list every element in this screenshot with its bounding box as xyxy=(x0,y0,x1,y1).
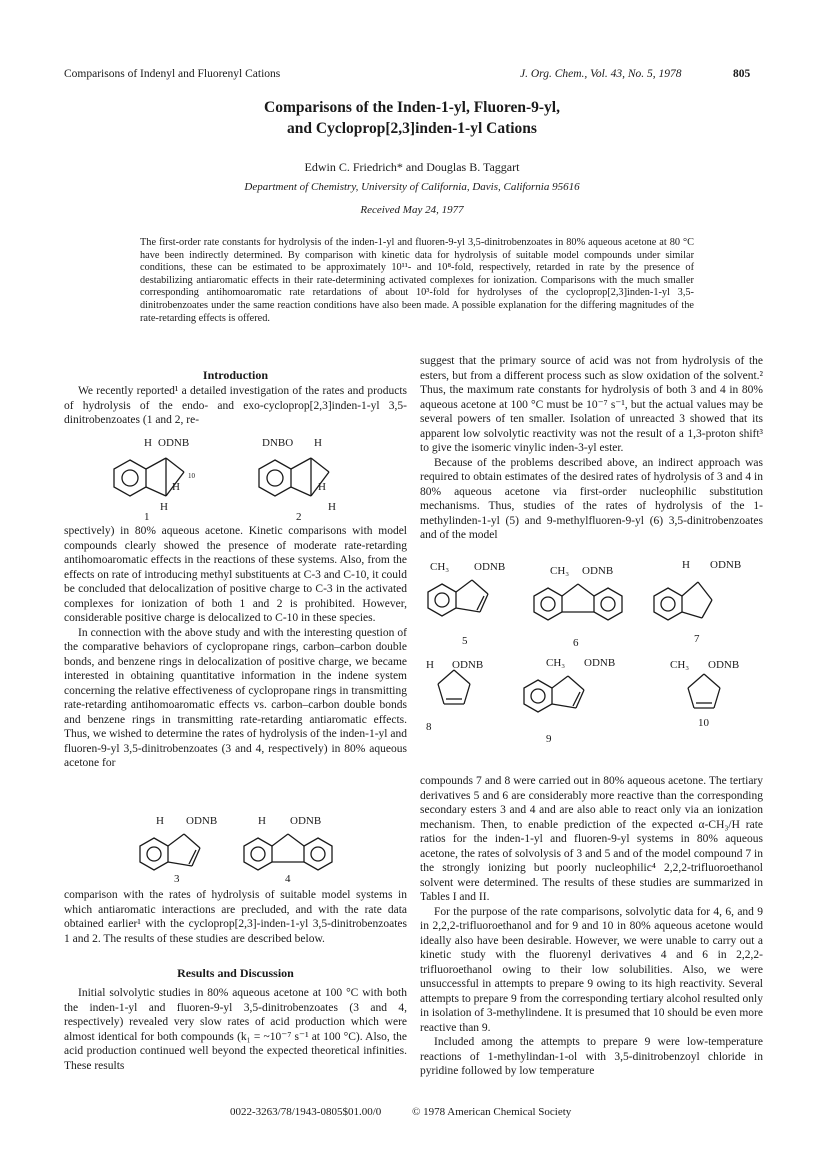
structure-9 xyxy=(524,657,615,745)
bond xyxy=(456,580,472,592)
paragraph: spectively) in 80% aqueous acetone. Kinetic comparisons with model compounds clearly showed the presence of moderate rate-retarding antihomoaromatic effects in the reactions of these systems. Also, from the effects on rate of introducing methyl substituents at C-3 and C-10, it could be concluded that delocalization of positive charge to C-3 in the activated complexes for ionization of both 1 and 2 is prohibited. However, considerable positive charge is delocalized to C-10 in these species. xyxy=(64,525,407,624)
authors: Edwin C. Friedrich* and Douglas B. Taggart xyxy=(304,160,520,174)
bond xyxy=(682,582,698,596)
structures-1-2 xyxy=(100,432,380,522)
left-column-text-3 xyxy=(64,888,407,946)
heading-introduction: Introduction xyxy=(202,368,269,382)
bond xyxy=(698,582,712,600)
odnb-label: ODNB xyxy=(158,437,190,449)
bond xyxy=(184,834,200,848)
bond xyxy=(552,676,568,688)
left-column-text-4 xyxy=(64,986,407,1073)
benzene-ring xyxy=(428,584,456,616)
paragraph: Included among the attempts to prepare 9 were low-temperature reactions of 1-methylindan-1-ol with 3,5-dinitrobenzoyl chloride in pyridine followed by low temperature xyxy=(420,1036,763,1077)
h-label: H xyxy=(144,437,152,449)
journal-citation: J. Org. Chem., Vol. 43, No. 5, 1978 xyxy=(520,68,682,80)
compound-number: 4 xyxy=(285,873,291,885)
affiliation: Department of Chemistry, University of California, Davis, California 95616 xyxy=(244,181,580,193)
right-column-text-1 xyxy=(420,354,763,543)
h-label: H xyxy=(172,481,180,493)
benzene-ring xyxy=(524,680,552,712)
structure-1 xyxy=(114,437,196,523)
paragraph: Because of the problems described above, an indirect approach was required to obtain estimates of the desired rates of hydrolysis of 3 and 4 in 80% aqueous acetone via first-order nucleophilic substitution mechanisms. Thus, studies of the rates of hydrolysis of the 1-methylinden-1-yl (5) and 9-methylfluoren-9-yl (6) 3,5-dinitrobenzoates and of the model xyxy=(420,456,763,541)
bond xyxy=(288,834,304,846)
bond xyxy=(168,862,192,866)
bond xyxy=(454,670,470,684)
aromatic-circle xyxy=(541,597,555,611)
bond xyxy=(472,580,488,594)
structure-2 xyxy=(259,437,336,523)
compound-number: 2 xyxy=(296,511,302,523)
odnb-label: ODNB xyxy=(708,659,740,671)
structure-6 xyxy=(534,565,622,649)
bond xyxy=(146,487,166,496)
structure-4 xyxy=(244,815,332,885)
aromatic-circle xyxy=(661,597,675,611)
structure-10 xyxy=(670,659,739,729)
paragraph: suggest that the primary source of acid was not from hydrolysis of the esters, but from a different process such as slow oxidation of the solvent.² Thus, the maximum rate constants for hydrolysis of both 3 and 4 in 80% aqueous acetone at 100 °C must be 10⁻⁷ s⁻¹, but the actual values may be several powers of ten smaller. Isolation of unreacted 3 showed that its apparent low solvolytic reactivity was not the result of a 1,3-proton shift³ to give the isomeric vinylic inden-3-yl ester. xyxy=(420,355,763,454)
bond xyxy=(477,596,484,610)
paragraph: comparison with the rates of hydrolysis of suitable model systems in which antiaromatic interactions are precluded, and with the rate data obtained earlier¹ with the cycloprop[2,3]-inden-1-yl 3,5-dinitrobenzoates 1 and 2. The results of these studies are described below. xyxy=(64,889,407,945)
bond xyxy=(562,584,578,596)
compound-number: 8 xyxy=(426,721,432,733)
aromatic-circle xyxy=(531,689,545,703)
right-column-text-2 xyxy=(420,774,763,1079)
odnb-label: ODNB xyxy=(710,559,742,571)
bond xyxy=(682,612,702,618)
methyl-label: CH₃ xyxy=(550,565,570,577)
aromatic-circle xyxy=(311,847,325,861)
structure-8 xyxy=(426,659,483,733)
h-label: H xyxy=(682,559,690,571)
compound-number: 10 xyxy=(698,717,709,729)
benzene-ring xyxy=(654,588,682,620)
bond xyxy=(552,704,576,708)
benzene-ring xyxy=(534,588,562,620)
page-number: 805 xyxy=(733,68,751,80)
structure-3 xyxy=(140,815,217,885)
aromatic-circle xyxy=(147,847,161,861)
compound-number: 6 xyxy=(573,637,579,649)
paragraph: compounds 7 and 8 were carried out in 80% aqueous acetone. The tertiary derivatives 5 and 6 are considerably more reactive than the corresponding secondary esters 3 and 4 and are also able to react only via an ionization mechanism. Then, to enable prediction of the expected α-CH₃/H rate ratios for the inden-1-yl and fluoren-9-yl systems in 80% aqueous acetone, the rates of solvolysis of 3 and 5 and of the model compound 7 in the strongly ionizing but poorly nucleophilic⁴ 2,2,2-trifluoroethanol solvent were determined. The results of these studies are summarized in Tables I and II. xyxy=(420,775,763,903)
compound-number: 7 xyxy=(694,633,700,645)
aromatic-circle xyxy=(435,593,449,607)
benzene-ring xyxy=(304,838,332,870)
methyl-label: CH₃ xyxy=(430,561,450,573)
h-label: H xyxy=(314,437,322,449)
odnb-label: ODNB xyxy=(186,815,218,827)
paragraph: For the purpose of the rate comparisons, solvolytic data for 4, 6, and 9 in 2,2,2-trifluoroethanol and for 9 and 10 in 80% aqueous acetone would ideally also have been desirable. However, we were unable to carry out a kinetic study with the fluorenyl derivatives 4 and 6 in 2,2,2-trifluoroethanol owing to their low solubilities. Also, we were unsuccessful in attempts to prepare 9 owing to its high reactivity. Several attempts to prepare 9 from the corresponding tertiary alcohol resulted only in isolation of 3-methylindene. It is presumed that 10 should be even more reactive than 9. xyxy=(420,905,763,1034)
aromatic-circle xyxy=(267,470,283,486)
bond xyxy=(166,458,184,472)
structure-5 xyxy=(428,561,505,647)
bond xyxy=(464,684,470,704)
h-label: H xyxy=(160,501,168,513)
paragraph: We recently reported¹ a detailed investigation of the rates and products of hydrolysis of the endo- and exo-cycloprop[2,3]inden-1-yl 3,5-dinitrobenzoates (1 and 2, re- xyxy=(64,385,407,426)
odnb-label: ODNB xyxy=(474,561,506,573)
left-column-text-1 xyxy=(64,384,407,428)
h-label: H xyxy=(156,815,164,827)
compound-number: 3 xyxy=(174,873,180,885)
h-label: H xyxy=(318,481,326,493)
bond xyxy=(311,458,329,472)
compound-number: 9 xyxy=(546,733,552,745)
bond xyxy=(704,674,720,688)
h-label: H xyxy=(258,815,266,827)
h-label: H xyxy=(426,659,434,671)
benzene-ring xyxy=(594,588,622,620)
benzene-ring xyxy=(259,460,291,496)
bond xyxy=(146,458,166,469)
heading-results: Results and Discussion xyxy=(177,966,294,980)
article-code: 0022-3263/78/1943-0805$01.00/0 xyxy=(230,1106,382,1118)
bond xyxy=(168,834,184,846)
compound-number: 5 xyxy=(462,635,468,647)
bond xyxy=(688,688,694,708)
dnbo-label: DNBO xyxy=(262,437,294,449)
structure-7 xyxy=(654,559,741,645)
abstract: The first-order rate constants for hydrolysis of the inden-1-yl and fluoren-9-yl 3,5-dinitrobenzoates in 80% aqueous acetone at 80 °C have been indirectly determined. By comparison with kinetic data for hydrolysis of suitable model compounds under similar conditions, these can be estimated to be approximately 10¹¹- and 10⁸-fold, respectively, retarded in rate by the presence of destabilizing antiaromatic effects in their rate-determining activated complexes for ionization. Comparisons with the much smaller corresponding antihomoaromatic rate retardations of about 10³-fold for hydrolyses of the cycloprop[2,3]inden-1-yl 3,5-dinitrobenzoates under the same reaction conditions have also been made. A possible explanation for the differing magnitudes of the rate-retarding effects is offered. xyxy=(140,237,694,324)
structures-3-4 xyxy=(130,812,380,884)
benzene-ring xyxy=(114,460,146,496)
bond xyxy=(291,458,311,469)
bond xyxy=(702,600,712,618)
article-title-line1: Comparisons of the Inden-1-yl, Fluoren-9-yl, xyxy=(264,99,560,116)
bond xyxy=(438,684,444,704)
bond xyxy=(272,834,288,846)
odnb-label: ODNB xyxy=(584,657,616,669)
methyl-label: CH₃ xyxy=(546,657,566,669)
aromatic-circle xyxy=(122,470,138,486)
left-column-text-2 xyxy=(64,524,407,771)
bond xyxy=(573,692,580,706)
aromatic-circle xyxy=(601,597,615,611)
received-date: Received May 24, 1977 xyxy=(360,204,464,216)
bond xyxy=(291,487,311,496)
compound-number: 1 xyxy=(144,511,150,523)
paragraph: Initial solvolytic studies in 80% aqueous acetone at 100 °C with both the inden-1-yl and fluoren-9-yl 3,5-dinitrobenzoates (3 and 4, respectively) revealed very slow rates of acid production which were almost identical for both compounds (k₁ = ~10⁻⁷ s⁻¹ at 100 °C). Also, the acid production continued well beyond the expected theoretical infinities. These results xyxy=(64,987,407,1072)
benzene-ring xyxy=(140,838,168,870)
c10-label: 10 xyxy=(188,472,195,480)
odnb-label: ODNB xyxy=(582,565,614,577)
bond xyxy=(189,850,196,864)
bond xyxy=(688,674,704,688)
copyright: © 1978 American Chemical Society xyxy=(412,1106,572,1118)
h-label: H xyxy=(328,501,336,513)
paragraph: In connection with the above study and with the interesting question of the comparative behaviors of cyclopropane rings, carbon–carbon double bonds, and benzene rings in delocalization of positive charge, we became interested in obtaining quantitative information in the indene system concerning the relative effectiveness of cyclopropane rings in transmitting rate-retarding antihomoaromatic effects vs. carbon–carbon double bonds and benzene rings in transmitting rate-retarding antiaromatic effects. Thus, we wished to determine the rates of hydrolysis of the inden-1-yl and fluoren-9-yl 3,5-dinitrobenzoates (3 and 4, respectively) in 80% aqueous acetone for xyxy=(64,626,407,769)
bond xyxy=(456,608,480,612)
bond xyxy=(714,688,720,708)
bond xyxy=(568,676,584,690)
bond xyxy=(438,670,454,684)
benzene-ring xyxy=(244,838,272,870)
article-title-line2: and Cycloprop[2,3]inden-1-yl Cations xyxy=(287,120,537,137)
odnb-label: ODNB xyxy=(452,659,484,671)
aromatic-circle xyxy=(251,847,265,861)
bond xyxy=(578,584,594,596)
methyl-label: CH₃ xyxy=(670,659,690,671)
odnb-label: ODNB xyxy=(290,815,322,827)
structures-5-10 xyxy=(420,558,760,768)
running-title: Comparisons of Indenyl and Fluorenyl Cations xyxy=(64,68,281,80)
